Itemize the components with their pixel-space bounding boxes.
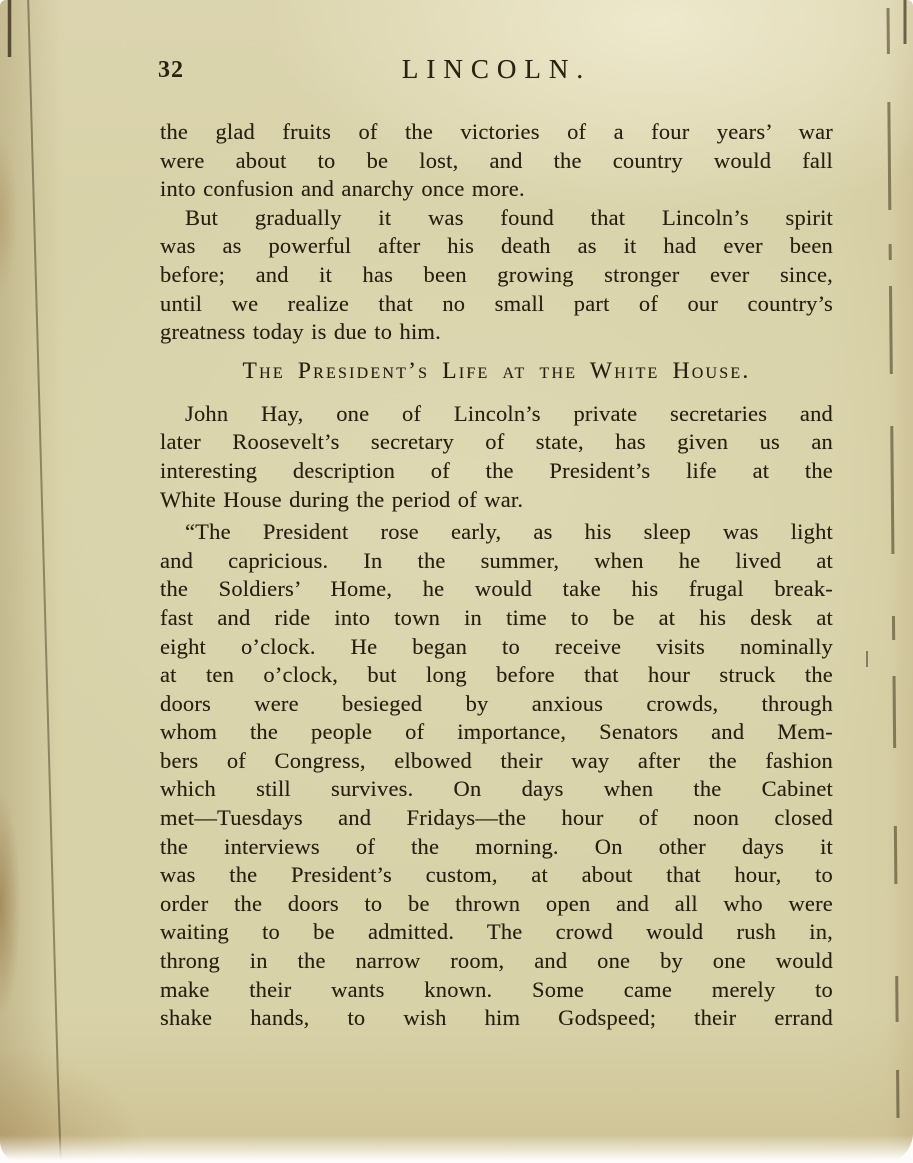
paragraph — [160, 400, 833, 514]
text-line: the Soldiers’ Home, he would take his frugal break- — [160, 576, 833, 602]
text-line: interesting description of the President’s life at the — [160, 457, 833, 483]
text-line: was as powerful after his death as it had ever been — [160, 233, 833, 259]
text-line: and capricious. In the summer, when he lived at — [160, 547, 833, 573]
text-line: whom the people of importance, Senators and Mem- — [160, 719, 833, 745]
text-line: fast and ride into town in time to be at his desk at — [160, 604, 833, 630]
text-line: later Roosevelt’s secretary of state, has given us an — [160, 429, 833, 455]
paragraph — [160, 518, 833, 1033]
text-line: “The President rose early, as his sleep was light — [185, 519, 833, 545]
paragraph — [160, 118, 833, 204]
page-number: 32 — [158, 57, 184, 83]
text-line: were about to be lost, and the country would fall — [160, 147, 833, 173]
text-line: John Hay, one of Lincoln’s private secretaries and — [185, 400, 833, 426]
text-line: But gradually it was found that Lincoln’s spirit — [185, 204, 833, 230]
text-line: the interviews of the morning. On other days it — [160, 833, 833, 859]
text-line: eight o’clock. He began to receive visits nominally — [160, 633, 833, 659]
section-heading: The President’s Life at the White House. — [242, 357, 751, 384]
page-crease-line — [28, 0, 61, 1163]
text-line: greatness today is due to him. — [160, 319, 441, 345]
text-line: throng in the narrow room, and one by one would — [160, 948, 833, 974]
running-header: LINCOLN. — [401, 54, 592, 84]
text-line: doors were besieged by anxious crowds, through — [160, 690, 833, 716]
text-line: was the President’s custom, at about that hour, to — [160, 862, 833, 888]
text-line: at ten o’clock, but long before that hour struck the — [160, 662, 833, 688]
text-line: bers of Congress, elbowed their way after the fashion — [160, 747, 833, 773]
right-page-edge-dashes — [888, 8, 898, 1118]
text-line: White House during the period of war. — [160, 486, 524, 512]
text-line: the glad fruits of the victories of a four years’ war — [160, 119, 833, 144]
text-line: met—Tuesdays and Fridays—the hour of noon closed — [160, 805, 833, 831]
text-line: until we realize that no small part of our country’s — [160, 290, 833, 316]
text-line: into confusion and anarchy once more. — [160, 176, 525, 202]
text-line: make their wants known. Some came merely to — [160, 976, 833, 1002]
text-body — [160, 118, 833, 1033]
text-line: shake hands, to wish him Godspeed; their errand — [160, 1005, 833, 1031]
text-line: order the doors to be thrown open and all who were — [160, 890, 833, 916]
text-line: before; and it has been growing stronger ever since, — [160, 261, 833, 287]
text-line: which still survives. On days when the Cabinet — [160, 776, 833, 802]
paragraph — [160, 204, 833, 347]
text-line: waiting to be admitted. The crowd would rush in, — [160, 919, 833, 945]
